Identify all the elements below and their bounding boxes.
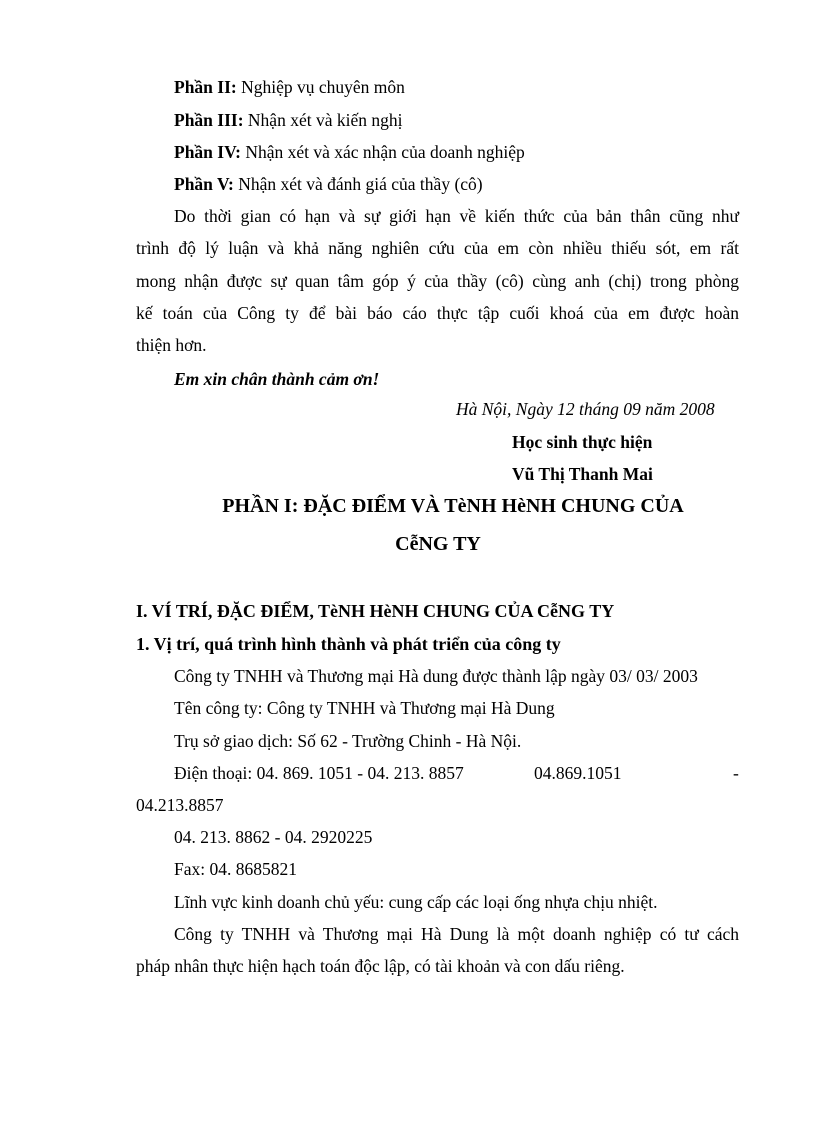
part1-title-line2: CễNG TY xyxy=(395,533,481,555)
intro-paragraph-line: kế toán của Công ty để bài báo cáo thực tập cuối khoá của em được hoàn xyxy=(136,303,739,323)
thanks-line: Em xin chân thành cảm ơn! xyxy=(174,369,380,389)
phone-line: 04.869.1051 xyxy=(534,763,622,783)
intro-paragraph-line: Do thời gian có hạn và sự giới hạn về kiến thức của bản thân cũng như xyxy=(174,206,739,226)
phone-dash: - xyxy=(733,763,739,783)
part-5-line xyxy=(174,173,483,195)
part-text: Nhận xét và đánh giá của thầy (cô) xyxy=(233,174,483,194)
intro-paragraph-line: thiện hơn. xyxy=(136,335,207,355)
signer-name: Vũ Thị Thanh Mai xyxy=(512,464,653,484)
part-3-line xyxy=(174,109,402,131)
signer-role: Học sinh thực hiện xyxy=(512,432,653,452)
part-label: Phần II: xyxy=(174,77,237,97)
part-2-line xyxy=(174,76,405,98)
intro-paragraph-line: mong nhận được sự quan tâm góp ý của thầy (cô) cùng anh (chị) trong phòng xyxy=(136,271,739,291)
part1-title-line1: PHẦN I: ĐẶC ĐIỂM VÀ TèNH HèNH CHUNG CỦA xyxy=(222,495,684,517)
part-label: Phần III: xyxy=(174,110,244,130)
legal-paragraph-line: pháp nhân thực hiện hạch toán độc lập, có tài khoản và con dấu riêng. xyxy=(136,956,625,976)
founded-line: Công ty TNHH và Thương mại Hà dung được thành lập ngày 03/ 03/ 2003 xyxy=(174,666,698,686)
part-label: Phần V: xyxy=(174,174,234,194)
part-text: Nhận xét và xác nhận của doanh nghiệp xyxy=(240,142,525,162)
phone-line: 04. 213. 8862 - 04. 2920225 xyxy=(174,827,373,847)
phone-line: 04.213.8857 xyxy=(136,795,224,815)
part-4-line xyxy=(174,141,525,163)
legal-paragraph-line: Công ty TNHH và Thương mại Hà Dung là một doanh nghiệp có tư cách xyxy=(174,924,739,944)
company-name-line: Tên công ty: Công ty TNHH và Thương mại Hà Dung xyxy=(174,698,555,718)
phone-line: Điện thoại: 04. 869. 1051 - 04. 213. 8857 xyxy=(174,763,464,783)
fax-line: Fax: 04. 8685821 xyxy=(174,859,297,879)
address-line: Trụ sở giao dịch: Số 62 - Trường Chinh - Hà Nội. xyxy=(174,731,522,751)
part-text: Nhận xét và kiến nghị xyxy=(243,110,403,130)
section-heading: I. VÍ TRÍ, ĐẶC ĐIỂM, TèNH HèNH CHUNG CỦA CễNG TY xyxy=(136,601,615,621)
part-text: Nghiệp vụ chuyên môn xyxy=(236,77,405,97)
intro-paragraph-line: trình độ lý luận và khả năng nghiên cứu của em còn nhiều thiếu sót, em rất xyxy=(136,238,739,258)
subsection-heading: 1. Vị trí, quá trình hình thành và phát triển của công ty xyxy=(136,634,561,654)
business-line: Lĩnh vực kinh doanh chủ yếu: cung cấp các loại ống nhựa chịu nhiệt. xyxy=(174,892,658,912)
date-place: Hà Nội, Ngày 12 tháng 09 năm 2008 xyxy=(456,399,715,419)
part-label: Phần IV: xyxy=(174,142,241,162)
